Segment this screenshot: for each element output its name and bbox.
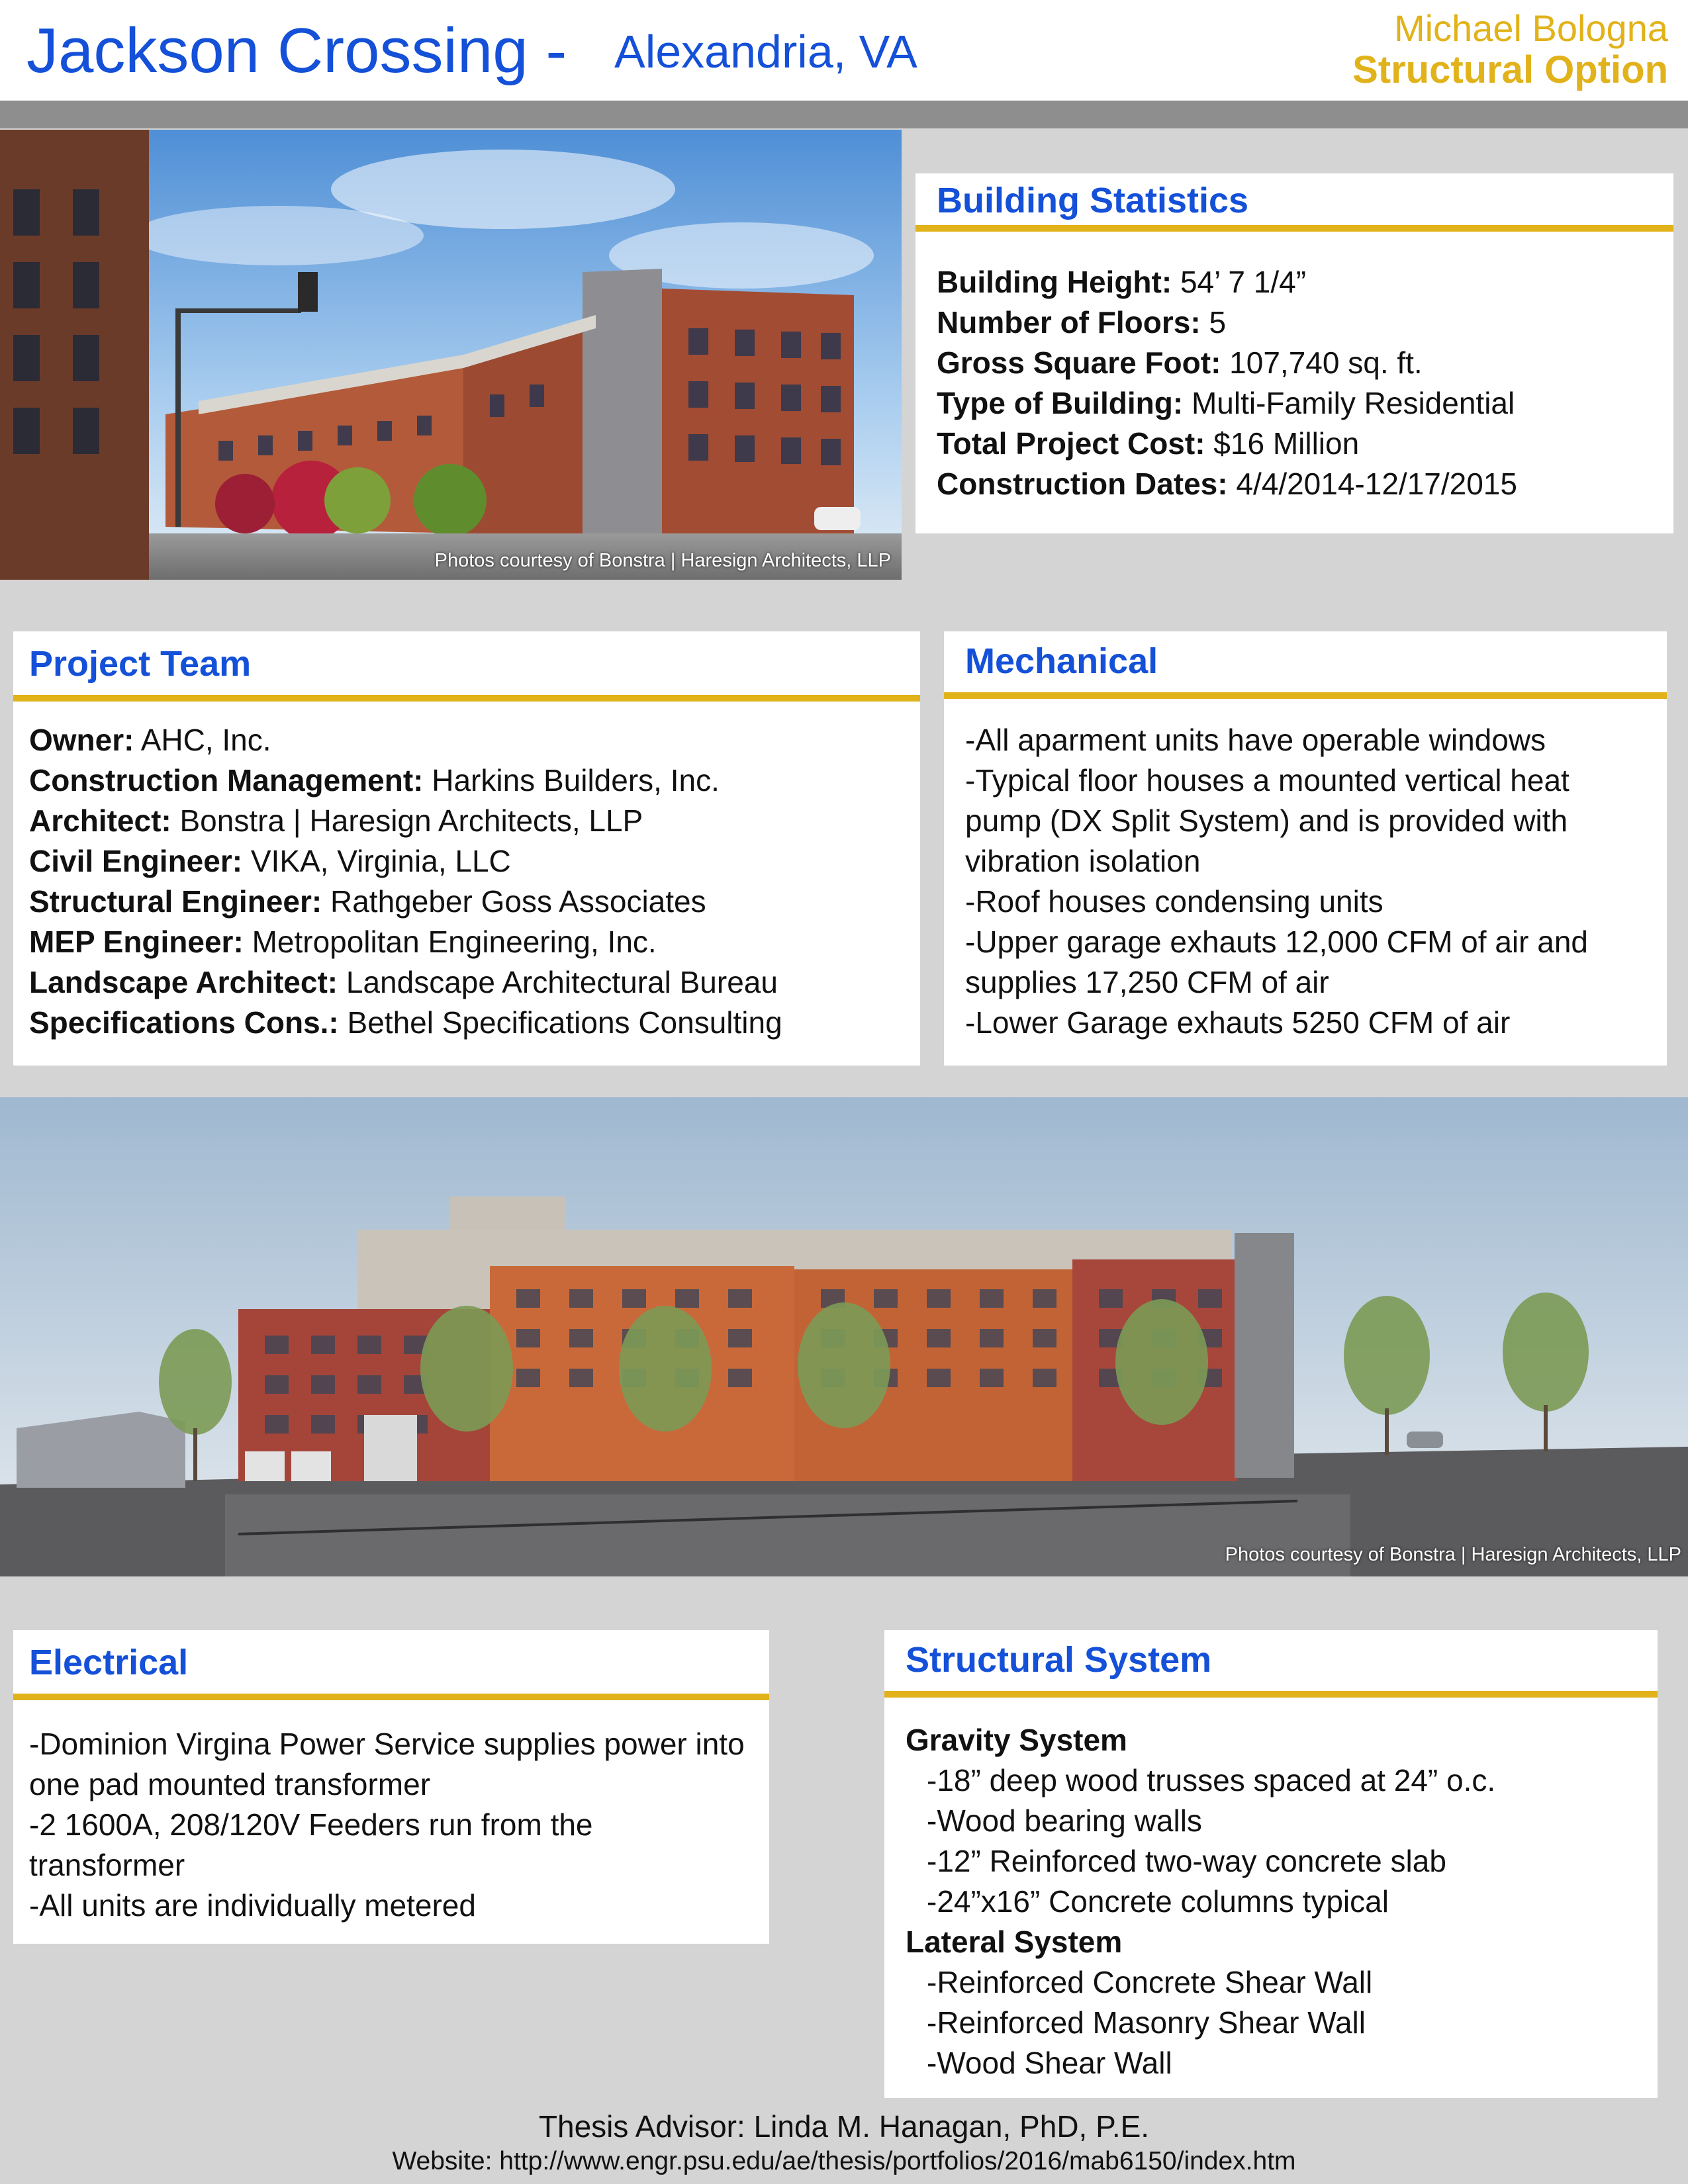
stat-row <box>937 343 1658 383</box>
stat-row-value: 54’ 7 1/4” <box>1180 265 1307 299</box>
team-row-value: VIKA, Virginia, LLC <box>250 844 511 878</box>
author-option: Structural Option <box>1352 48 1668 91</box>
gravity-item: -18” deep wood trusses spaced at 24” o.c. <box>927 1763 1496 1797</box>
mechanical-item: -Lower Garage exhauts 5250 CFM of air <box>965 1005 1511 1040</box>
building-statistics-list <box>937 262 1658 504</box>
team-row-label: Civil Engineer: <box>29 844 243 878</box>
electrical-list <box>29 1724 753 1926</box>
structural-system-rule <box>884 1691 1658 1698</box>
photo-credit-elevation: Photos courtesy of Bonstra | Haresign Architects, LLP <box>1225 1544 1681 1565</box>
mechanical-rule <box>944 692 1667 699</box>
gravity-item: -12” Reinforced two-way concrete slab <box>927 1844 1446 1878</box>
team-row <box>29 1003 904 1043</box>
building-statistics-rule <box>915 225 1673 232</box>
project-team-title: Project Team <box>29 644 252 684</box>
team-row <box>29 882 904 922</box>
stat-row-value: 4/4/2014-12/17/2015 <box>1236 467 1517 501</box>
lateral-item: -Reinforced Concrete Shear Wall <box>927 1965 1373 1999</box>
mechanical-item: -Roof houses condensing units <box>965 884 1383 919</box>
mechanical-panel <box>944 631 1667 1066</box>
website-link[interactable]: Website: http://www.engr.psu.edu/ae/thesis/portfolios/2016/mab6150/index.htm <box>392 2147 1296 2175</box>
team-row-label: MEP Engineer: <box>29 925 244 959</box>
team-row-label: Architect: <box>29 803 171 838</box>
mechanical-item: -All aparment units have operable windows <box>965 723 1546 757</box>
team-row-label: Landscape Architect: <box>29 965 338 999</box>
header <box>0 0 1688 101</box>
building-rendering-photo <box>0 130 902 580</box>
stat-row <box>937 383 1658 424</box>
stat-row-label: Construction Dates: <box>937 467 1228 501</box>
team-row-value: Rathgeber Goss Associates <box>330 884 706 919</box>
team-row-label: Construction Management: <box>29 763 424 797</box>
team-row-value: Landscape Architectural Bureau <box>346 965 778 999</box>
team-row-value: AHC, Inc. <box>140 723 271 757</box>
team-row <box>29 841 904 882</box>
project-team-panel <box>13 631 920 1066</box>
mechanical-item: -Upper garage exhauts 12,000 CFM of air and supplies 17,250 CFM of air <box>965 925 1588 999</box>
team-row-value: Metropolitan Engineering, Inc. <box>252 925 657 959</box>
structural-system-title: Structural System <box>906 1640 1212 1680</box>
mechanical-item: -Typical floor houses a mounted vertical heat pump (DX Split System) and is provided with vibration isolation <box>965 763 1570 878</box>
mechanical-title: Mechanical <box>965 641 1158 681</box>
thesis-advisor: Thesis Advisor: Linda M. Hanagan, PhD, P.E. <box>538 2109 1150 2144</box>
team-row-value: Bethel Specifications Consulting <box>347 1005 782 1040</box>
gravity-system-heading: Gravity System <box>906 1723 1127 1757</box>
team-row <box>29 760 904 801</box>
team-row <box>29 962 904 1003</box>
stat-row-label: Number of Floors: <box>937 305 1201 340</box>
structural-system-panel <box>884 1630 1658 2098</box>
mechanical-list <box>965 720 1651 1043</box>
author-name: Michael Bologna <box>1393 7 1668 49</box>
gravity-item: -Wood bearing walls <box>927 1803 1202 1838</box>
team-row-value: Harkins Builders, Inc. <box>432 763 720 797</box>
electrical-item: -All units are individually metered <box>29 1888 476 1923</box>
gravity-item: -24”x16” Concrete columns typical <box>927 1884 1389 1919</box>
electrical-item: -2 1600A, 208/120V Feeders run from the transformer <box>29 1807 593 1882</box>
header-divider-bar <box>0 101 1688 128</box>
building-statistics-panel <box>915 173 1673 533</box>
page-location: Alexandria, VA <box>614 26 917 77</box>
team-row-label: Owner: <box>29 723 134 757</box>
photo-credit-top: Photos courtesy of Bonstra | Haresign Architects, LLP <box>434 550 891 571</box>
stat-row <box>937 424 1658 464</box>
page-title: Jackson Crossing - <box>26 15 567 86</box>
stat-row-value: $16 Million <box>1213 426 1360 461</box>
stat-row <box>937 464 1658 504</box>
stat-row-value: 5 <box>1209 305 1227 340</box>
structural-system-list <box>906 1720 1642 2083</box>
stat-row-label: Gross Square Foot: <box>937 345 1221 380</box>
electrical-rule <box>13 1694 769 1700</box>
team-row-value: Bonstra | Haresign Architects, LLP <box>179 803 643 838</box>
stat-row <box>937 262 1658 302</box>
stat-row <box>937 302 1658 343</box>
electrical-title: Electrical <box>29 1643 189 1682</box>
building-elevation-drawing <box>0 1097 1688 1576</box>
lateral-item: -Reinforced Masonry Shear Wall <box>927 2005 1366 2040</box>
stat-row-label: Type of Building: <box>937 386 1184 420</box>
lateral-item: -Wood Shear Wall <box>927 2046 1172 2080</box>
team-row <box>29 720 904 760</box>
team-row-label: Structural Engineer: <box>29 884 322 919</box>
stat-row-value: 107,740 sq. ft. <box>1229 345 1423 380</box>
electrical-panel <box>13 1630 769 1944</box>
building-statistics-title: Building Statistics <box>937 181 1249 220</box>
stat-row-label: Building Height: <box>937 265 1172 299</box>
team-row <box>29 922 904 962</box>
stat-row-label: Total Project Cost: <box>937 426 1205 461</box>
team-row <box>29 801 904 841</box>
project-team-rule <box>13 695 920 702</box>
lateral-system-heading: Lateral System <box>906 1925 1123 1959</box>
stat-row-value: Multi-Family Residential <box>1191 386 1515 420</box>
team-row-label: Specifications Cons.: <box>29 1005 339 1040</box>
electrical-item: -Dominion Virgina Power Service supplies power into one pad mounted transformer <box>29 1727 745 1801</box>
project-team-list <box>29 720 904 1043</box>
